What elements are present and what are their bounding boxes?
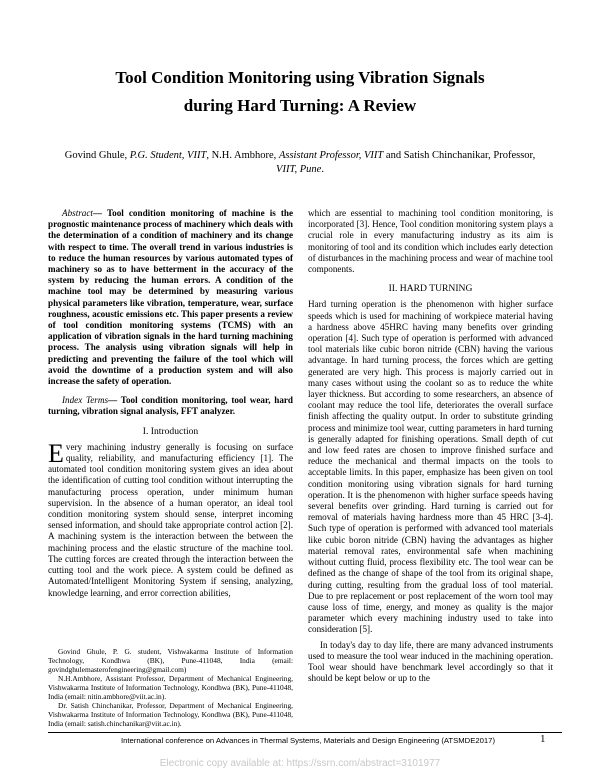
page-number: 1	[540, 733, 546, 745]
author-3-name: and Satish Chinchanikar, Professor,	[383, 150, 536, 161]
footnote-3: Dr. Satish Chinchanikar, Professor, Department of Mechanical Engineering, Vishwakarma Institute of Information Technology, Kondhwa (BK), Pune-411048, India (email: satish.chinchanikar@viit.ac.in).	[48, 701, 293, 728]
conference-footer: International conference on Advances in Thermal Systems, Materials and Design Engineering (ATSMDE2017)	[120, 736, 496, 745]
index-terms-label: Index Terms	[62, 395, 109, 406]
hard-turning-paragraph-2: In today's day to day life, there are many advanced instruments used to measure the tool wear induced in the machining operation. Tool wear should have benchmark level accordingly so that it should be kept below or up to the	[308, 639, 553, 684]
introduction-continuation: which are essential to machining tool condition monitoring, is incorporated [3]. Hence, Tool condition monitoring system plays a crucial role in every manufacturing industry as its aim is monitoring of tool and its condition which includes early detection of disturbances in the machining process and wear of machine tool components.	[308, 208, 553, 275]
right-column	[308, 208, 553, 684]
abstract-text: Tool condition monitoring of machine is the prognostic maintenance process of machinery which deals with the determination of a condition of machinery and its change with respect to time. The overall trend in various industries is to reduce the human resources by various automated types of machinery so as to have betterment in the accuracy of the system by reducing the human errors. A condition of the machine tool may be determined by measuring various physical parameters like vibration, temperature, wear, surface roughness, acoustic emissions etc. This paper presents a review of tool condition monitoring systems (TCMS) with an application of vibration signals in the hard turning machining process. The analysis using vibration signals will help in predicting and preventing the failure of the tool which will avoid the downtime of a production system and will also increase the safety of operation.	[48, 208, 293, 387]
introduction-paragraph	[48, 438, 293, 599]
introduction-text: very machining industry generally is focusing on surface quality, reliability, and manufacturing efficiency [1]. The automated tool condition monitoring system gives an idea about the identification of cutting tool condition without interrupting the manufacturing process operation, under minimum human supervision. In the absence of a human operator, an ideal tool condition monitoring system should sense, interpret incoming sensed information, and should take appropriate control action [2]. A machining system is the interaction between the between the machining process and the elastic structure of the machine tool. The cutting forces are created through the interaction between the cutting tool and the work piece. A system could be defined as Automated/Intelligent Monitoring System if sensing, analyzing, knowledge learning, and error correction abilities,	[48, 441, 293, 598]
author-2-role: Assistant Professor, VIIT	[278, 150, 384, 161]
ssrn-watermark: Electronic copy available at: https://ssrn.com/abstract=3101977	[159, 758, 441, 769]
section-heading-hard-turning: II. HARD TURNING	[388, 283, 473, 295]
author-3-role: VIIT, Pune	[276, 164, 322, 175]
author-2-name: , N.H. Ambhore,	[206, 150, 279, 161]
author-list: Govind Ghule, P.G. Student, VIIT, N.H. Ambhore, Assistant Professor, VIIT and Satish Chinchanikar, Professor, VIIT, Pune.	[64, 150, 536, 175]
drop-cap: E	[48, 438, 64, 468]
footnote-2: N.H.Ambhore, Assistant Professor, Department of Mechanical Engineering, Vishwakarma Institute of Information Technology, Kondhwa (BK), Pune-411048, India (email: nitin.ambhore@viit.ac.in).	[48, 674, 293, 701]
footnote-1: Govind Ghule, P. G. student, Vishwakarma Institute of Information Technology, Kondhwa (BK), Pune-411048, India (email: govindghulemasterofengineering@gmail.com)	[48, 647, 293, 674]
abstract-label: Abstract	[62, 208, 93, 218]
section-heading-introduction: I. Introduction	[142, 425, 199, 437]
index-terms-text: Tool condition monitoring, tool wear, hard turning, vibration signal analysis, FFT analyzer.	[48, 395, 294, 417]
footer-divider	[48, 732, 562, 733]
hard-turning-paragraph-1: Hard turning operation is the phenomenon with higher surface speeds which is used for machining of workpiece material having a hardness above 45HRC having many benefits over grinding operation [4]. Such type of operation is performed with advanced tool materials like cubic boron nitride (CBN) having the various advantage. In hard turning process, the forces which are getting generated are very high. This process is majorly carried out in many cases without using the coolant so as to reduce the white layer thickness. But according to some researchers, an absence of coolant may reduce the tool life, deteriorates the overall surface finish affecting the quality output. In order to substitute grinding process and minimize tool wear, cutting parameters in hard turning is generally adapted for finishing operations. Small depth of cut and low feed rates are chosen to improve finished surface and reduce the mechanical and thermal impacts on the tools to acceptable limits. In this paper, emphasize has been given on tool condition monitoring using vibration signals for hard turning operation. It is the phenomenon with higher surface speeds having several benefits over grinding. Hard turning is carried out for removal of materials having hardness more than 45 HRC [3-4]. Such type of operation is performed with advanced tool materials like cubic boron nitride (CBN) having the advantages as higher material removal rates, environmental safe when machining without cutting fluid, process flexibility etc. The tool wear can be defined as the change of shape of the tool from its original shape, during cutting, resulting from the gradual loss of tool material. Due to pre replacement or post replacement of the worn tool may cause loss of time, energy, and money as quality is the major parameter which every machining industry used to take into consideration [5].	[308, 299, 553, 635]
author-1-role: P.G. Student, VIIT	[129, 150, 207, 161]
abstract: Abstract— Tool condition monitoring of machine is the prognostic maintenance process of machinery which deals with the determination of a condition of machinery and its change with respect to time. The overall trend in various industries is to reduce the human resources by various automated types of machinery so as to have betterment in the accuracy of the system by reducing the human errors. A condition of the machine tool may be determined by measuring various physical parameters like vibration, temperature, wear, surface roughness, acoustic emissions etc. This paper presents a review of tool condition monitoring systems (TCMS) with an application of vibration signals in the hard turning machining process. The analysis using vibration signals will help in predicting and preventing the failure of the tool which will avoid the downtime of a production system and will also increase the safety of operation.	[48, 208, 293, 387]
author-footnotes	[48, 647, 293, 728]
paper-title-line-2: during Hard Turning: A Review	[183, 96, 417, 115]
left-column	[48, 208, 293, 599]
paper-title-line-1: Tool Condition Monitoring using Vibration Signals	[115, 68, 485, 87]
index-terms: Index Terms— Tool condition monitoring, tool wear, hard turning, vibration signal analysis, FFT analyzer.	[48, 395, 294, 417]
author-1-name: Govind Ghule,	[64, 150, 130, 161]
